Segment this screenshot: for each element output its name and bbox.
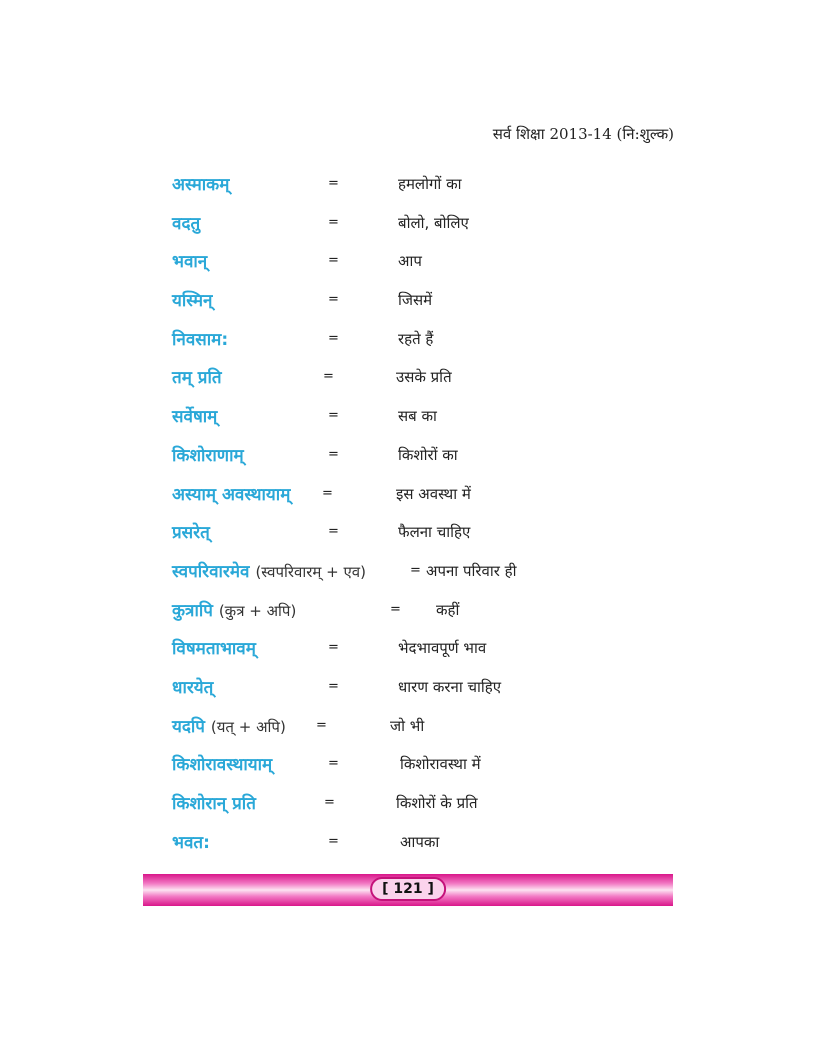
glossary-row [0,284,816,323]
glossary-meaning: बोलो, बोलिए [398,213,469,232]
glossary-meaning: आप [398,252,422,271]
equals-sign: = [323,369,334,385]
glossary-word: प्रसरेत् [172,523,210,544]
glossary-row [0,594,816,633]
glossary-word-note: (यत् + अपि) [210,717,286,736]
equals-sign: = [322,485,333,501]
glossary-word: भवान् [172,252,208,273]
glossary-row [0,168,816,207]
footer-bar [143,874,673,906]
glossary-meaning: जिसमें [398,291,433,310]
glossary-row [0,361,816,400]
glossary-word [172,559,366,582]
glossary-word-text: स्वपरिवारमेव [172,561,250,582]
glossary-row [0,439,816,478]
equals-sign: = [316,717,327,733]
page-number: [ 121 ] [370,877,446,901]
glossary-row [0,478,816,517]
glossary-word-note: (कुत्र + अपि) [218,601,297,620]
glossary-meaning: आपका [400,832,440,851]
equals-sign: = [328,253,339,269]
glossary-meaning: कहीं [436,600,460,619]
glossary-meaning: भेदभावपूर्ण भाव [398,639,487,658]
glossary-word: यस्मिन् [172,291,213,312]
glossary-meaning: हमलोगों का [398,175,462,193]
equals-sign: = [324,795,335,810]
glossary-row [0,787,816,826]
glossary-row [0,207,816,246]
glossary-meaning: अपना परिवार ही [426,561,517,580]
glossary-word-text: यदपि [172,716,205,737]
glossary-row [0,516,816,555]
glossary-word: अस्माकम् [172,175,230,195]
glossary-meaning: जो भी [390,716,425,735]
equals-sign: = [410,562,421,578]
glossary-word: अस्याम् अवस्थायाम् [172,484,291,505]
glossary-meaning: किशोरों के प्रति [396,794,478,812]
glossary-word: किशोरावस्थायाम् [172,755,273,776]
glossary-word: तम् प्रति [172,368,222,389]
glossary-word: भवत: [172,832,210,853]
glossary-row [0,710,816,749]
equals-sign: = [328,292,339,308]
glossary-row [0,748,816,787]
equals-sign: = [328,756,339,772]
glossary-word-note: (स्वपरिवारम् + एव) [255,562,366,581]
equals-sign: = [328,640,339,656]
glossary-row [0,826,816,865]
equals-sign: = [328,176,339,191]
equals-sign: = [328,330,339,346]
glossary-list [0,168,816,864]
glossary-meaning: सब का [398,407,437,426]
glossary-meaning: रहते हैं [398,329,434,348]
equals-sign: = [328,524,339,540]
glossary-meaning: उसके प्रति [396,368,452,387]
page-header: सर्व शिक्षा 2013-14 (नि:शुल्क) [492,125,674,143]
glossary-word: निवसाम: [172,329,229,350]
equals-sign: = [390,601,401,617]
glossary-meaning: धारण करना चाहिए [398,677,502,696]
equals-sign: = [328,408,339,424]
glossary-row [0,323,816,362]
glossary-row [0,245,816,284]
glossary-word: सर्वेषाम् [172,407,218,428]
glossary-word: किशोराणाम् [172,445,244,466]
equals-sign: = [328,214,339,230]
glossary-row [0,555,816,594]
glossary-row [0,632,816,671]
glossary-meaning: किशोरों का [398,445,458,464]
glossary-meaning: फैलना चाहिए [398,523,471,542]
equals-sign: = [328,678,339,694]
glossary-row [0,671,816,710]
glossary-row [0,400,816,439]
glossary-word [172,598,296,621]
glossary-word: विषमताभावम् [172,639,256,660]
glossary-word: वदतु [172,213,201,234]
glossary-word: किशोरान् प्रति [172,794,256,814]
glossary-word [172,714,286,737]
glossary-word: धारयेत् [172,677,214,698]
glossary-meaning: इस अवस्था में [396,484,471,503]
glossary-meaning: किशोरावस्था में [400,755,481,774]
glossary-word-text: कुत्रापि [172,600,213,621]
equals-sign: = [328,446,339,462]
equals-sign: = [328,833,339,849]
